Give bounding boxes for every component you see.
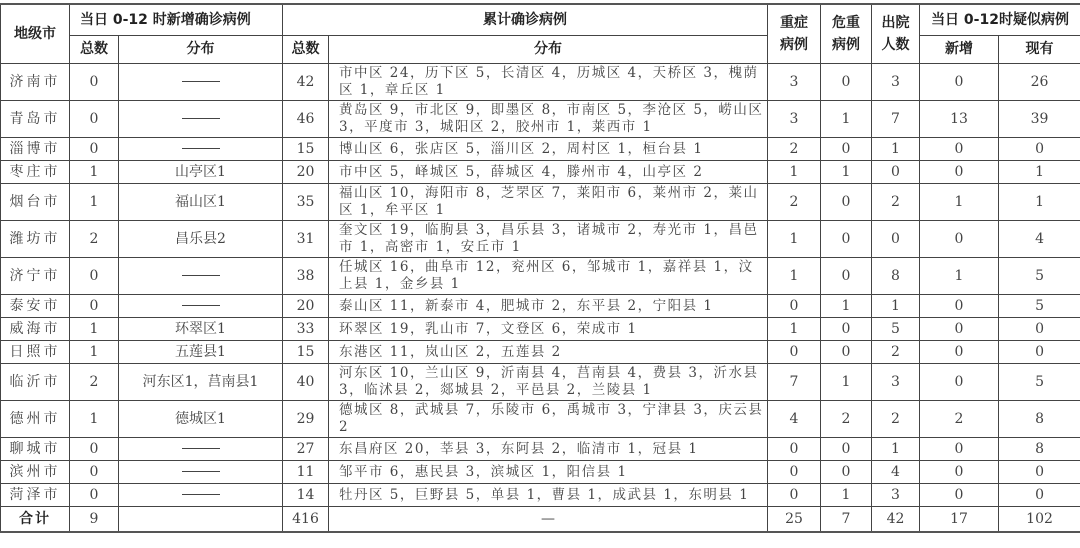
- cell-new-total: 0: [70, 258, 119, 295]
- cell-suspect-current: 8: [999, 438, 1080, 461]
- cell-cumulative-distribution: 邹平市 6，惠民县 3，滨城区 1，阳信县 1: [329, 461, 768, 484]
- cell-city: 威海市: [1, 318, 70, 341]
- covid-cases-table-container: [0, 3, 1080, 533]
- cell-severe: 0: [768, 484, 821, 507]
- table-row: [1, 138, 1080, 161]
- cell-suspect-current: 0: [999, 484, 1080, 507]
- table-row: [1, 221, 1080, 258]
- cell-city: 淄博市: [1, 138, 70, 161]
- cell-discharged: 3: [872, 484, 920, 507]
- cell-discharged: 1: [872, 138, 920, 161]
- header-new-distribution: 分布: [119, 36, 283, 64]
- dash-placeholder: [182, 118, 220, 119]
- cell-cumulative-distribution: 河东区 10，兰山区 9，沂南县 4，莒南县 4，费县 3，沂水县 3，临沭县 2，郯城县 2，平邑县 2，兰陵县 1: [329, 364, 768, 401]
- dash-placeholder: [182, 448, 220, 449]
- cell-critical: 7: [821, 507, 872, 533]
- header-row-1: [1, 4, 1080, 36]
- cell-critical: 1: [821, 161, 872, 184]
- table-row: [1, 101, 1080, 138]
- header-discharged: 出院人数: [872, 4, 920, 64]
- cell-suspect-current: 0: [999, 138, 1080, 161]
- cell-cumulative-total: 40: [283, 364, 329, 401]
- cell-new-total: 9: [70, 507, 119, 533]
- cell-suspect-new: 17: [920, 507, 999, 533]
- cell-discharged: 42: [872, 507, 920, 533]
- cell-new-total: 0: [70, 461, 119, 484]
- cell-new-total: 0: [70, 64, 119, 101]
- cell-new-total: 2: [70, 221, 119, 258]
- cell-suspect-current: 1: [999, 184, 1080, 221]
- cell-suspect-new: 0: [920, 64, 999, 101]
- cell-new-distribution: [119, 138, 283, 161]
- cell-severe: 3: [768, 64, 821, 101]
- cell-city: 菏泽市: [1, 484, 70, 507]
- cell-severe: 7: [768, 364, 821, 401]
- cell-discharged: 4: [872, 461, 920, 484]
- cell-cumulative-distribution: 市中区 5，峄城区 5，薛城区 4，滕州市 4，山亭区 2: [329, 161, 768, 184]
- cell-discharged: 0: [872, 161, 920, 184]
- cell-severe: 1: [768, 161, 821, 184]
- cell-cumulative-total: 15: [283, 341, 329, 364]
- cell-severe: 0: [768, 341, 821, 364]
- cell-discharged: 7: [872, 101, 920, 138]
- dash-placeholder: [182, 471, 220, 472]
- header-new-group: 当日 0-12 时新增确诊病例: [70, 4, 283, 36]
- cell-suspect-current: 5: [999, 258, 1080, 295]
- cell-cumulative-distribution: 环翠区 19，乳山市 7，文登区 6，荣成市 1: [329, 318, 768, 341]
- cell-discharged: 5: [872, 318, 920, 341]
- table-row: [1, 401, 1080, 438]
- cell-critical: 0: [821, 184, 872, 221]
- cell-suspect-current: 5: [999, 295, 1080, 318]
- cell-cumulative-total: 14: [283, 484, 329, 507]
- cell-cumulative-total: 11: [283, 461, 329, 484]
- cell-severe: 1: [768, 221, 821, 258]
- cell-new-distribution: [119, 64, 283, 101]
- cell-new-total: 0: [70, 101, 119, 138]
- cell-discharged: 1: [872, 295, 920, 318]
- table-row: [1, 461, 1080, 484]
- cell-cumulative-total: 29: [283, 401, 329, 438]
- header-suspect-current: 现有: [999, 36, 1080, 64]
- cell-suspect-new: 13: [920, 101, 999, 138]
- cell-discharged: 3: [872, 64, 920, 101]
- cell-cumulative-total: 20: [283, 295, 329, 318]
- cell-discharged: 2: [872, 184, 920, 221]
- cell-new-total: 1: [70, 318, 119, 341]
- cell-new-distribution: [119, 101, 283, 138]
- cell-cumulative-total: 20: [283, 161, 329, 184]
- cell-cumulative-distribution: 任城区 16，曲阜市 12，兖州区 6，邹城市 1，嘉祥县 1，汶上县 1，金乡县 1: [329, 258, 768, 295]
- cell-suspect-new: 0: [920, 221, 999, 258]
- cell-discharged: 0: [872, 221, 920, 258]
- cell-suspect-new: 0: [920, 461, 999, 484]
- dash-placeholder: [182, 81, 220, 82]
- cell-severe: 25: [768, 507, 821, 533]
- cell-critical: 0: [821, 438, 872, 461]
- cell-cumulative-total: 42: [283, 64, 329, 101]
- dash-placeholder: [182, 494, 220, 495]
- cell-city: 滨州市: [1, 461, 70, 484]
- cell-city: 临沂市: [1, 364, 70, 401]
- dash-placeholder: [182, 305, 220, 306]
- header-critical: 危重病例: [821, 4, 872, 64]
- cell-city: 泰安市: [1, 295, 70, 318]
- cell-cumulative-distribution: 黄岛区 9，市北区 9，即墨区 8，市南区 5，李沧区 5，崂山区 3，平度市 3，城阳区 2，胶州市 1，莱西市 1: [329, 101, 768, 138]
- cell-suspect-new: 0: [920, 295, 999, 318]
- cell-critical: 0: [821, 341, 872, 364]
- cell-severe: 0: [768, 461, 821, 484]
- cell-city: 合计: [1, 507, 70, 533]
- cell-severe: 1: [768, 258, 821, 295]
- table-row: [1, 258, 1080, 295]
- cell-city: 烟台市: [1, 184, 70, 221]
- header-suspect-new: 新增: [920, 36, 999, 64]
- cell-suspect-new: 1: [920, 184, 999, 221]
- cell-cumulative-distribution: 奎文区 19，临朐县 3，昌乐县 3，诸城市 2，寿光市 1，昌邑市 1，高密市 1，安丘市 1: [329, 221, 768, 258]
- cell-new-total: 1: [70, 184, 119, 221]
- cell-city: 潍坊市: [1, 221, 70, 258]
- cell-cumulative-total: 416: [283, 507, 329, 533]
- cell-suspect-current: 8: [999, 401, 1080, 438]
- cell-cumulative-distribution: 市中区 24，历下区 5，长清区 4，历城区 4，天桥区 3，槐荫区 1，章丘区 1: [329, 64, 768, 101]
- cell-suspect-current: 0: [999, 341, 1080, 364]
- cell-cumulative-distribution: 牡丹区 5，巨野县 5，单县 1，曹县 1，成武县 1，东明县 1: [329, 484, 768, 507]
- cell-suspect-current: 102: [999, 507, 1080, 533]
- cell-severe: 0: [768, 295, 821, 318]
- cell-city: 济南市: [1, 64, 70, 101]
- cell-suspect-new: 0: [920, 161, 999, 184]
- table-body: [1, 64, 1080, 533]
- cell-cumulative-total: 46: [283, 101, 329, 138]
- cell-cumulative-total: 33: [283, 318, 329, 341]
- cell-discharged: 2: [872, 401, 920, 438]
- cell-suspect-current: 1: [999, 161, 1080, 184]
- cell-new-distribution: [119, 507, 283, 533]
- header-city: 地级市: [1, 4, 70, 64]
- cell-suspect-current: 0: [999, 461, 1080, 484]
- cell-new-total: 0: [70, 295, 119, 318]
- cell-cumulative-total: 35: [283, 184, 329, 221]
- cell-city: 枣庄市: [1, 161, 70, 184]
- cell-severe: 2: [768, 138, 821, 161]
- cell-new-total: 2: [70, 364, 119, 401]
- cell-discharged: 8: [872, 258, 920, 295]
- table-row: [1, 184, 1080, 221]
- cell-critical: 1: [821, 364, 872, 401]
- cell-new-distribution: 昌乐县2: [119, 221, 283, 258]
- cell-suspect-current: 0: [999, 318, 1080, 341]
- cell-cumulative-distribution: 泰山区 11，新泰市 4，肥城市 2，东平县 2，宁阳县 1: [329, 295, 768, 318]
- cell-critical: 1: [821, 101, 872, 138]
- cell-suspect-new: 1: [920, 258, 999, 295]
- cell-new-distribution: 五莲县1: [119, 341, 283, 364]
- cell-critical: 1: [821, 484, 872, 507]
- dash-placeholder: [182, 275, 220, 276]
- cell-suspect-new: 0: [920, 341, 999, 364]
- cell-critical: 2: [821, 401, 872, 438]
- cell-suspect-new: 0: [920, 138, 999, 161]
- cell-new-distribution: [119, 295, 283, 318]
- table-row: [1, 295, 1080, 318]
- cell-suspect-current: 4: [999, 221, 1080, 258]
- cell-new-total: 1: [70, 341, 119, 364]
- covid-cases-table: [0, 3, 1080, 533]
- cell-cumulative-distribution: 东港区 11，岚山区 2，五莲县 2: [329, 341, 768, 364]
- cell-suspect-new: 0: [920, 364, 999, 401]
- cell-suspect-new: 0: [920, 318, 999, 341]
- cell-city: 日照市: [1, 341, 70, 364]
- table-row: [1, 438, 1080, 461]
- cell-suspect-current: 39: [999, 101, 1080, 138]
- cell-critical: 0: [821, 258, 872, 295]
- cell-critical: 0: [821, 221, 872, 258]
- table-row-total: [1, 507, 1080, 533]
- cell-new-distribution: 福山区1: [119, 184, 283, 221]
- cell-cumulative-total: 31: [283, 221, 329, 258]
- cell-severe: 1: [768, 318, 821, 341]
- cell-critical: 1: [821, 295, 872, 318]
- cell-cumulative-total: 38: [283, 258, 329, 295]
- header-cumulative-group: 累计确诊病例: [283, 4, 768, 36]
- cell-cumulative-distribution: 博山区 6，张店区 5，淄川区 2，周村区 1，桓台县 1: [329, 138, 768, 161]
- cell-new-total: 0: [70, 138, 119, 161]
- header-suspect-group: 当日 0-12时疑似病例: [920, 4, 1080, 36]
- cell-city: 聊城市: [1, 438, 70, 461]
- cell-new-distribution: [119, 484, 283, 507]
- header-cumulative-total: 总数: [283, 36, 329, 64]
- cell-suspect-current: 26: [999, 64, 1080, 101]
- header-new-total: 总数: [70, 36, 119, 64]
- cell-new-distribution: [119, 461, 283, 484]
- table-row: [1, 318, 1080, 341]
- cell-cumulative-distribution: —: [329, 507, 768, 533]
- table-row: [1, 364, 1080, 401]
- header-severe: 重症病例: [768, 4, 821, 64]
- cell-cumulative-total: 15: [283, 138, 329, 161]
- cell-new-distribution: 德城区1: [119, 401, 283, 438]
- cell-new-total: 0: [70, 438, 119, 461]
- cell-discharged: 1: [872, 438, 920, 461]
- cell-severe: 0: [768, 438, 821, 461]
- cell-critical: 0: [821, 138, 872, 161]
- cell-new-total: 1: [70, 161, 119, 184]
- cell-severe: 2: [768, 184, 821, 221]
- cell-suspect-new: 0: [920, 484, 999, 507]
- table-row: [1, 484, 1080, 507]
- cell-critical: 0: [821, 318, 872, 341]
- cell-critical: 0: [821, 461, 872, 484]
- cell-city: 青岛市: [1, 101, 70, 138]
- cell-discharged: 2: [872, 341, 920, 364]
- cell-cumulative-distribution: 福山区 10，海阳市 8，芝罘区 7，莱阳市 6，莱州市 2，莱山区 1，牟平区 1: [329, 184, 768, 221]
- cell-new-total: 0: [70, 484, 119, 507]
- cell-suspect-new: 0: [920, 438, 999, 461]
- cell-cumulative-distribution: 东昌府区 20，莘县 3，东阿县 2，临清市 1，冠县 1: [329, 438, 768, 461]
- table-row: [1, 161, 1080, 184]
- cell-discharged: 3: [872, 364, 920, 401]
- header-cumulative-distribution: 分布: [329, 36, 768, 64]
- cell-new-distribution: 环翠区1: [119, 318, 283, 341]
- cell-severe: 4: [768, 401, 821, 438]
- cell-new-distribution: [119, 438, 283, 461]
- cell-cumulative-total: 27: [283, 438, 329, 461]
- cell-new-distribution: [119, 258, 283, 295]
- cell-cumulative-distribution: 德城区 8，武城县 7，乐陵市 6，禹城市 3，宁津县 3，庆云县 2: [329, 401, 768, 438]
- cell-city: 德州市: [1, 401, 70, 438]
- cell-suspect-current: 5: [999, 364, 1080, 401]
- cell-suspect-new: 2: [920, 401, 999, 438]
- cell-critical: 0: [821, 64, 872, 101]
- cell-new-distribution: 河东区1，莒南县1: [119, 364, 283, 401]
- table-row: [1, 341, 1080, 364]
- cell-city: 济宁市: [1, 258, 70, 295]
- cell-new-distribution: 山亭区1: [119, 161, 283, 184]
- cell-new-total: 1: [70, 401, 119, 438]
- dash-placeholder: [182, 148, 220, 149]
- cell-severe: 3: [768, 101, 821, 138]
- table-row: [1, 64, 1080, 101]
